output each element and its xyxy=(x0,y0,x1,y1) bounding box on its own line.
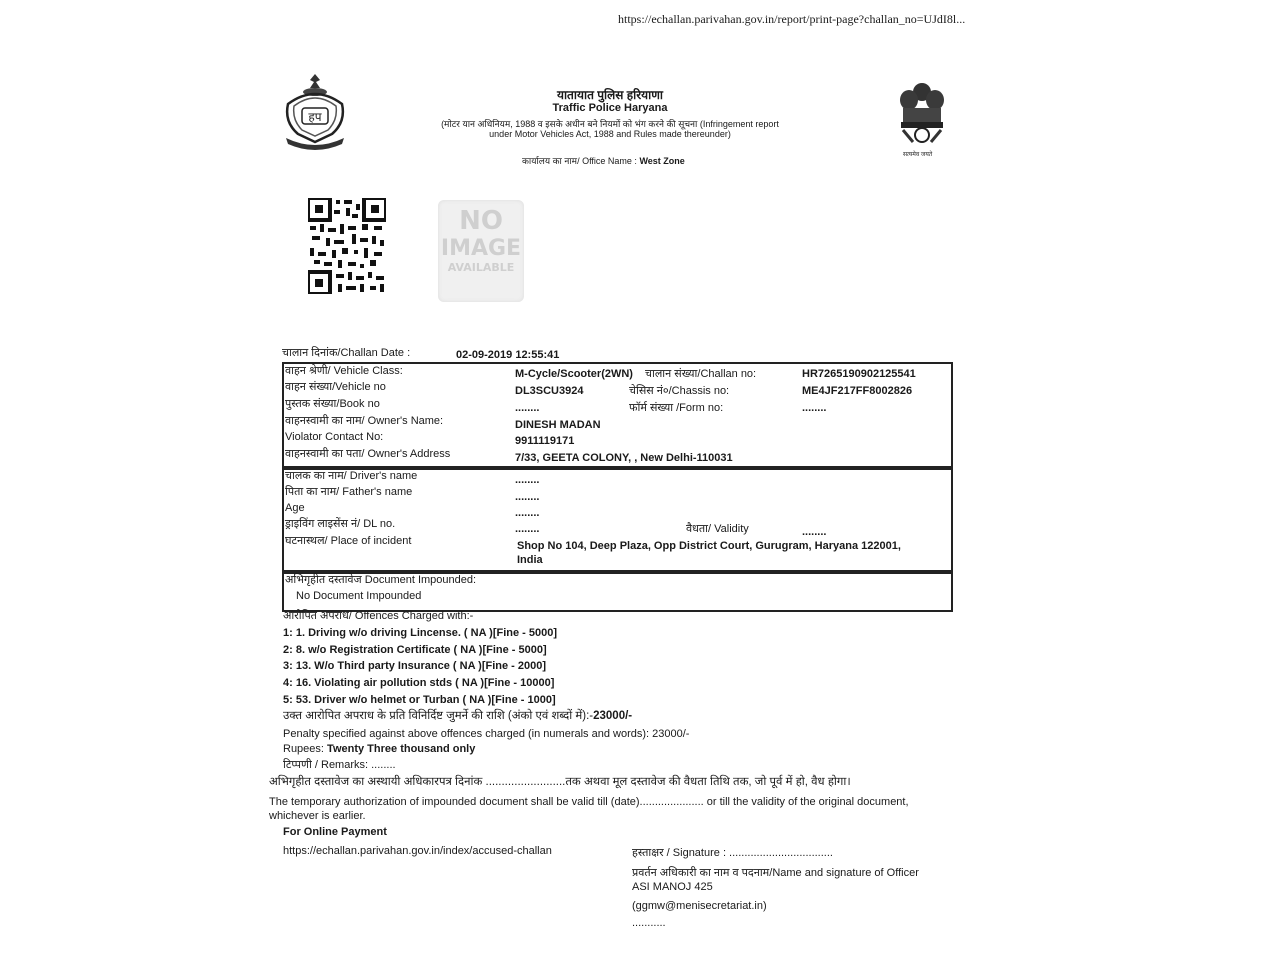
chassis-no-value: ME4JF217FF8002826 xyxy=(802,385,913,397)
vehicle-no-value: DL3SCU3924 xyxy=(515,385,584,397)
qr-code-icon xyxy=(308,198,386,294)
challan-date-label: चालान दिनांक/Challan Date : xyxy=(282,347,411,359)
challan-date-value: 02-09-2019 12:55:41 xyxy=(456,349,560,361)
father-name-label: पिता का नाम/ Father's name xyxy=(285,486,413,498)
place-value-line-2: India xyxy=(517,554,543,566)
challan-no-value: HR7265190902125541 xyxy=(802,368,916,380)
vehicle-class-value: M-Cycle/Scooter(2WN) xyxy=(515,368,633,380)
offence-item: 1: 1. Driving w/o driving Lincense. ( NA )[Fine - 5000] xyxy=(283,627,558,639)
rupees-label: Rupees: xyxy=(283,743,324,755)
officer-title: प्रवर्तन अधिकारी का नाम व पदनाम/Name and signature of Officer xyxy=(632,867,919,879)
offences-label: आरोपित अपराध/ Offences Charged with:- xyxy=(283,610,474,622)
impound-label: अभिगृहीत दस्तावेज Document Impounded: xyxy=(285,574,477,586)
offence-item: 3: 13. W/o Third party Insurance ( NA )[Fine - 2000] xyxy=(283,660,547,672)
online-payment-label: For Online Payment xyxy=(283,826,387,838)
officer-email: (ggmw@menisecretariat.in) xyxy=(632,900,767,912)
subtitle-line-2: under Motor Vehicles Act, 1988 and Rules made thereunder) xyxy=(489,129,731,139)
place-value-line-1: Shop No 104, Deep Plaza, Opp District Court, Gurugram, Haryana 122001, xyxy=(517,540,901,552)
rupees-value: Twenty Three thousand only xyxy=(327,743,476,755)
online-payment-link[interactable]: https://echallan.parivahan.gov.in/index/accused-challan xyxy=(283,845,552,857)
owner-name-value: DINESH MADAN xyxy=(515,419,601,431)
no-image-placeholder xyxy=(438,200,524,302)
penalty-hindi-label: उक्त आरोपित अपराध के प्रति विनिर्दिष्ट जुमर्ने की राशि (अंको एवं शब्दों में):- xyxy=(283,710,594,722)
contact-no-label: Violator Contact No: xyxy=(285,431,384,443)
offence-item: 4: 16. Violating air pollution stds ( NA )[Fine - 10000] xyxy=(283,677,555,689)
office-name xyxy=(522,154,685,167)
remarks: टिप्पणी / Remarks: ........ xyxy=(283,759,396,771)
contact-no-value: 9911119171 xyxy=(515,435,575,447)
offence-item: 2: 8. w/o Registration Certificate ( NA )[Fine - 5000] xyxy=(283,644,547,656)
office-label: कार्यालय का नाम/ Office Name : xyxy=(522,156,637,166)
validity-label: वैधता/ Validity xyxy=(686,523,749,535)
offence-item: 5: 53. Driver w/o helmet or Turban ( NA )[Fine - 1000] xyxy=(283,694,556,706)
officer-name: ASI MANOJ 425 xyxy=(632,881,713,893)
vehicle-class-label: वाहन श्रेणी/ Vehicle Class: xyxy=(285,365,403,377)
father-name-value: ........ xyxy=(515,491,540,503)
dl-no-value: ........ xyxy=(515,523,540,535)
rupees xyxy=(283,742,475,757)
dl-no-label: ड्राइविंग लाइसेंस नं/ DL no. xyxy=(285,518,396,530)
penalty-english: Penalty specified against above offences charged (in numerals and words): 23000/- xyxy=(283,728,690,740)
owner-address-value: 7/33, GEETA COLONY, , New Delhi-110031 xyxy=(515,452,733,464)
subtitle-line-1: (मोटर यान अधिनियम, 1988 व इसके अधीन बने नियमों को भंग करने की सूचना (Infringement report xyxy=(441,119,779,129)
challan-no-label: चालान संख्या/Challan no: xyxy=(645,368,757,380)
page-url: https://echallan.parivahan.gov.in/report/print-page?challan_no=UJdI8l... xyxy=(618,12,966,26)
title-english: Traffic Police Haryana xyxy=(552,102,668,114)
signature-dots: ........... xyxy=(632,917,666,929)
impound-value: No Document Impounded xyxy=(296,590,422,602)
penalty-hindi xyxy=(283,709,632,724)
vehicle-no-label: वाहन संख्या/Vehicle no xyxy=(285,381,386,393)
penalty-hindi-value: 23000/- xyxy=(593,710,633,722)
logo-letters: हप xyxy=(308,110,322,124)
driver-name-value: ........ xyxy=(515,474,540,486)
office-value: West Zone xyxy=(639,156,685,166)
driver-name-label: चालक का नाम/ Driver's name xyxy=(285,470,418,482)
authorization-english-2: whichever is earlier. xyxy=(269,810,366,822)
signature-line: हस्ताक्षर / Signature : .................................. xyxy=(632,847,833,859)
chassis-no-label: चेसिस नं०/Chassis no: xyxy=(629,385,730,397)
title-hindi: यातायात पुलिस हरियाणा xyxy=(556,88,663,102)
authorization-english-1: The temporary authorization of impounded document shall be valid till (date)..................... or till the validity of the original document, xyxy=(269,796,909,808)
national-emblem-icon xyxy=(895,80,949,158)
owner-address-label: वाहनस्वामी का पता/ Owner's Address xyxy=(285,448,451,460)
form-no-label: फॉर्म संख्या /Form no: xyxy=(629,402,724,414)
form-no-value: ........ xyxy=(802,402,827,414)
place-label: घटनास्थल/ Place of incident xyxy=(285,535,412,547)
book-no-value: ........ xyxy=(515,402,540,414)
validity-value: ........ xyxy=(802,526,827,538)
book-no-label: पुस्तक संख्या/Book no xyxy=(285,398,380,410)
no-image-line-3: AVAILABLE xyxy=(447,261,515,274)
haryana-police-logo-icon xyxy=(282,72,348,152)
owner-name-label: वाहनस्वामी का नाम/ Owner's Name: xyxy=(285,415,444,427)
age-value: ........ xyxy=(515,507,540,519)
authorization-hindi: अभिगृहीत दस्तावेज का अस्थायी अधिकारपत्र दिनांक .........................तक अथवा मूल दस्तावेज की वैधता तिथि तक, जो पूर्व में हो, वैध होगा। xyxy=(269,776,851,788)
no-image-line-2: IMAGE xyxy=(440,236,522,261)
age-label: Age xyxy=(285,502,305,514)
no-image-line-1: NO xyxy=(459,206,503,236)
emblem-caption: सत्यमेव जयते xyxy=(903,152,933,158)
